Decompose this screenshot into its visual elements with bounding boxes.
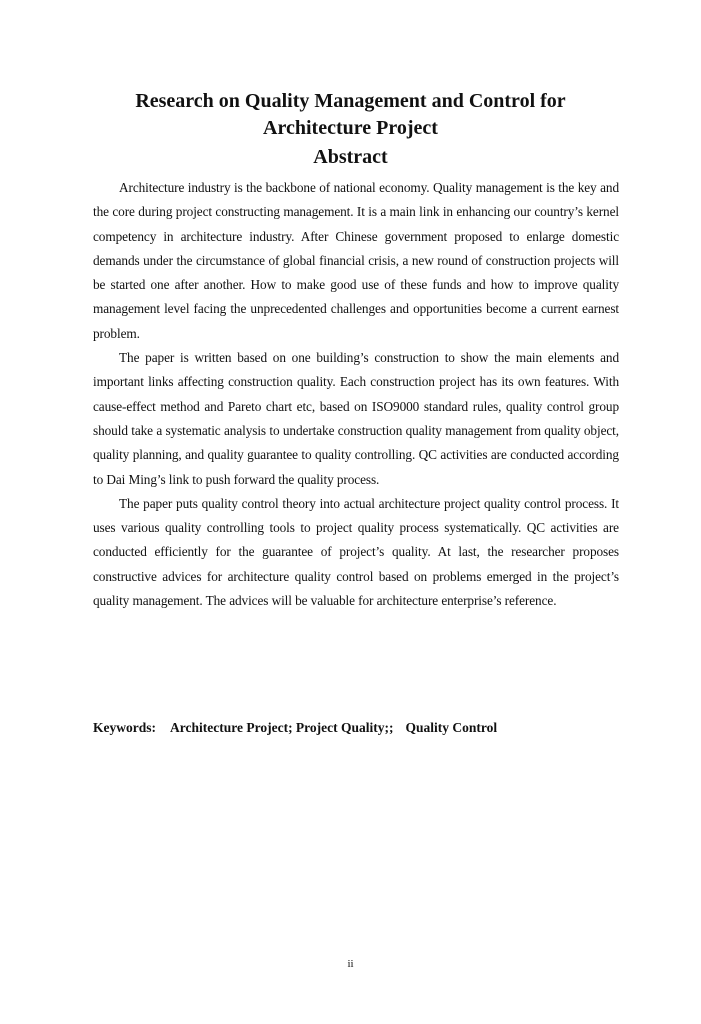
keywords-label: Keywords: [93,720,156,735]
abstract-paragraph-2: The paper is written based on one building’s construction to show the main elements and important links affecting construction quality. Each construction project has its own features. With cause-effect method and Pareto chart etc, based on ISO9000 standard rules, quality control group should take a systematic analysis to undertake construction quality management from quality object, quality planning, and quality guarantee to quality controlling. QC activities are conducted according to Dai Ming’s link to push forward the quality process. [93,350,619,487]
keywords-list-1: Architecture Project; Project Quality;; [170,720,394,735]
abstract-heading: Abstract [313,146,388,168]
title-line-1: Research on Quality Management and Control for [135,90,566,112]
paper-title [60,88,641,142]
abstract-paragraph-3: The paper puts quality control theory into actual architecture project quality control process. It uses various quality controlling tools to project quality process systematically. QC activities are conducted efficiently for the guarantee of project’s quality. At last, the researcher proposes constructive advices for architecture quality control based on problems emerged in the project’s quality management. The advices will be valuable for architecture enterprise’s reference. [93,495,619,609]
abstract-body [93,176,619,613]
keywords-list-2: Quality Control [405,720,498,735]
keywords-line [93,716,497,740]
abstract-paragraph-1: Architecture industry is the backbone of national economy. Quality management is the key and the core during project constructing management. It is a main link in enhancing our country’s kernel competency in architecture industry. After Chinese government proposed to enlarge domestic demands under the circumstance of global financial crisis, a new round of construction projects will be started one after another. How to make good use of these funds and how to improve quality management level facing the unprecedented challenges and opportunities become a current earnest problem. [93,180,619,341]
page-number: ii [347,958,354,970]
title-line-2: Architecture Project [263,117,438,139]
